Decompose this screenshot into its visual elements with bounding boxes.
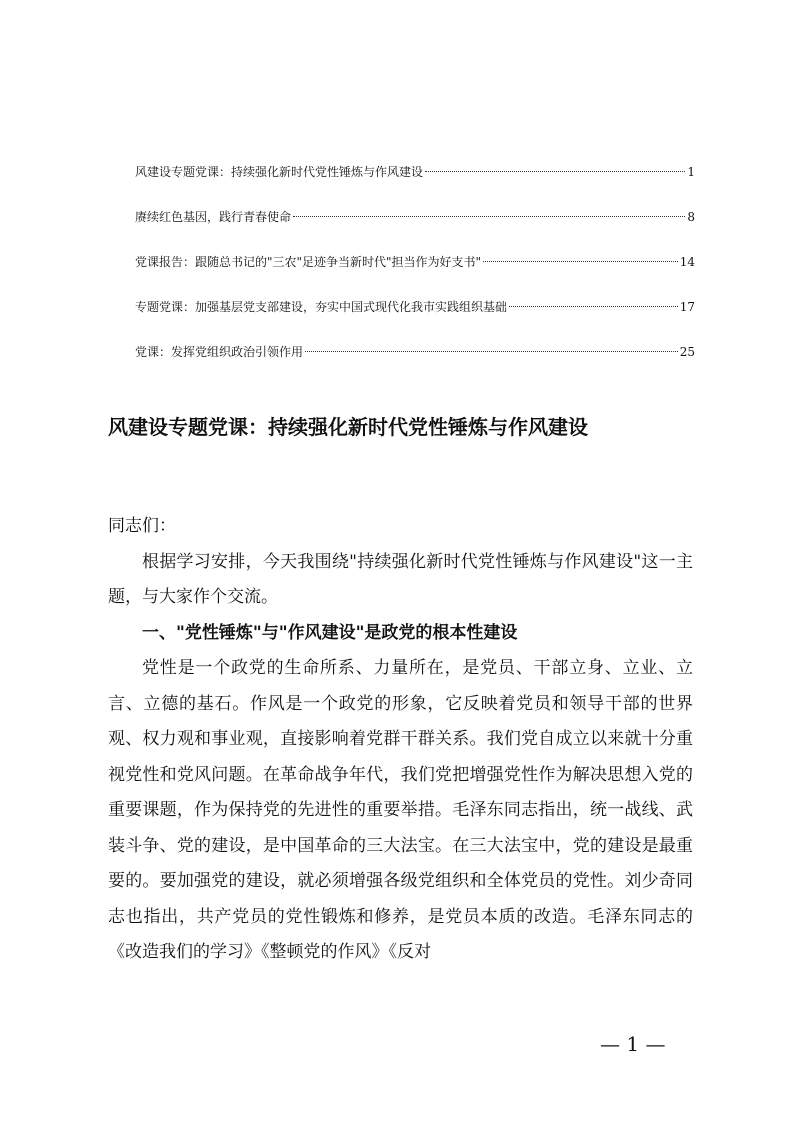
- toc-entry-page: 1: [687, 165, 695, 179]
- salutation: 同志们：: [108, 516, 176, 536]
- toc-entry[interactable]: [135, 342, 695, 362]
- toc-leader-dots: [483, 261, 678, 262]
- toc-entry[interactable]: [135, 252, 695, 272]
- toc-entry-title: 风建设专题党课：持续强化新时代党性锤炼与作风建设: [135, 165, 424, 179]
- toc-entry-page: 17: [679, 300, 695, 314]
- toc-leader-dots: [425, 171, 685, 172]
- toc-entry-title: 党课报告：跟随总书记的"三农"足迹争当新时代"担当作为好支书": [135, 255, 482, 269]
- intro-paragraph: 根据学习安排，今天我围绕"持续强化新时代党性锤炼与作风建设"这一主题，与大家作个交流。: [108, 551, 693, 607]
- body-paragraph: 党性是一个政党的生命所系、力量所在，是党员、干部立身、立业、立言、立德的基石。作风是一个政党的形象，它反映着党员和领导干部的世界观、权力观和事业观，直接影响着党群干群关系。我们党自成立以来就十分重视党性和党风问题。在革命战争年代，我们党把增强党性作为解决思想入党的重要课题，作为保持党的先进性的重要举措。毛泽东同志指出，统一战线、武装斗争、党的建设，是中国革命的三大法宝。在三大法宝中，党的建设是最重要的。要加强党的建设，就必须增强各级党组织和全体党员的党性。刘少奇同志也指出，共产党员的党性锻炼和修养，是党员本质的改造。毛泽东同志的《改造我们的学习》《整顿党的作风》《反对: [108, 658, 693, 962]
- toc-entry-title: 党课：发挥党组织政治引领作用: [135, 345, 304, 359]
- toc-entry-page: 14: [679, 255, 695, 269]
- toc-entry-title: 专题党课：加强基层党支部建设，夯实中国式现代化我市实践组织基础: [135, 300, 508, 314]
- toc-entry[interactable]: [135, 162, 695, 182]
- toc-leader-dots: [293, 216, 685, 217]
- table-of-contents: [135, 162, 695, 387]
- toc-entry-page: 25: [679, 345, 695, 359]
- document-body: [108, 509, 693, 971]
- toc-entry-page: 8: [687, 210, 695, 224]
- section-heading: 一、"党性锤炼"与"作风建设"是政党的根本性建设: [142, 622, 518, 643]
- toc-entry[interactable]: [135, 207, 695, 227]
- toc-entry-title: 赓续红色基因，践行青春使命: [135, 210, 292, 224]
- document-title: 风建设专题党课：持续强化新时代党性锤炼与作风建设: [108, 415, 588, 439]
- toc-entry[interactable]: [135, 297, 695, 317]
- toc-leader-dots: [305, 351, 678, 352]
- toc-leader-dots: [509, 306, 678, 307]
- page-number: — 1 —: [600, 1032, 666, 1056]
